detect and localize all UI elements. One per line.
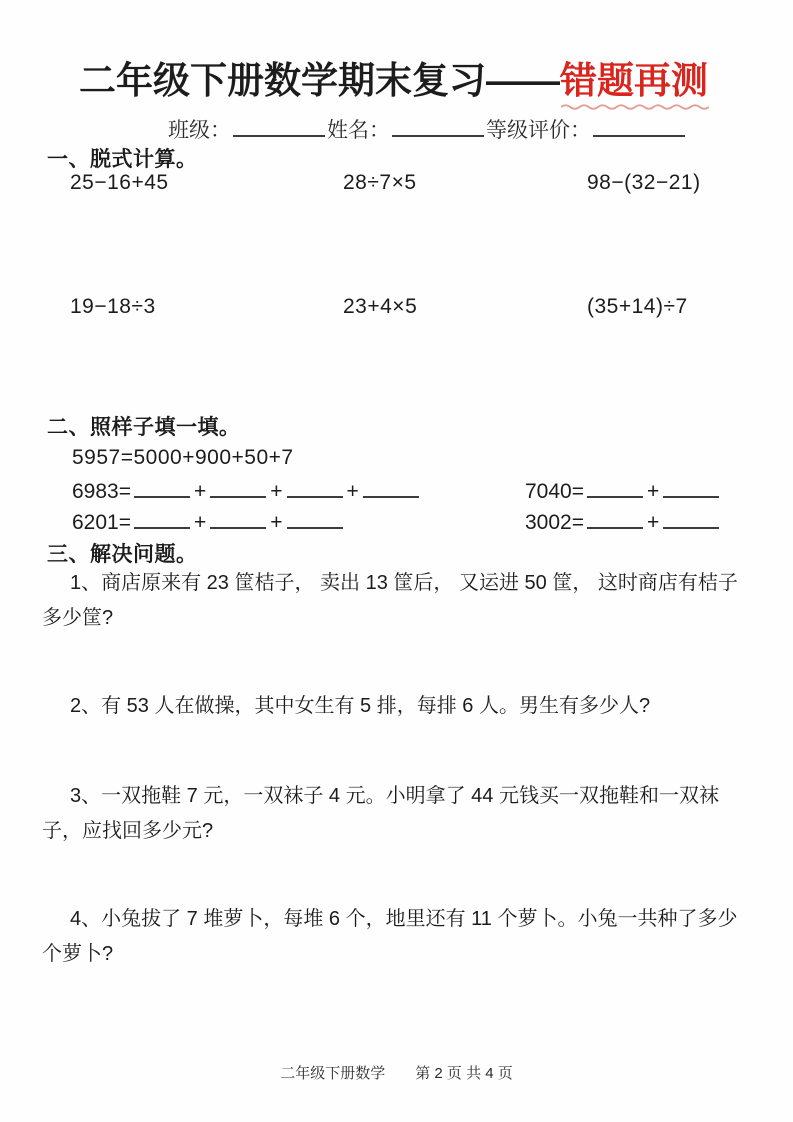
answer-blank[interactable] (134, 477, 190, 498)
problem-2: 2、有 53 人在做操，其中女生有 5 排，每排 6 人。男生有多少人? (70, 695, 651, 717)
fill-row-1 (72, 477, 773, 504)
page-title-highlight: 错题再测 (560, 50, 708, 104)
section2-title: 二、照样子填一填。 (47, 416, 241, 439)
header-fill-line (168, 114, 687, 144)
word-problems (42, 566, 756, 972)
answer-blank[interactable] (210, 477, 266, 498)
answer-blank[interactable] (587, 477, 643, 498)
fill-lhs: 7040= (525, 480, 584, 503)
answer-blank[interactable] (210, 508, 266, 529)
class-blank[interactable] (233, 116, 325, 137)
section1-title: 一、脱式计算。 (47, 148, 198, 171)
wavy-underline-icon (561, 103, 709, 111)
answer-blank[interactable] (287, 508, 343, 529)
answer-blank[interactable] (587, 508, 643, 529)
name-blank[interactable] (392, 116, 484, 137)
fill-lhs: 3002= (525, 511, 584, 534)
answer-blank[interactable] (663, 477, 719, 498)
answer-blank[interactable] (663, 508, 719, 529)
fill-item-7040: 7040= + (525, 477, 773, 504)
page-footer (0, 1062, 793, 1083)
page-title (0, 50, 787, 104)
fill-item-3002: 3002= + (525, 508, 773, 535)
problem-1: 1、商店原来有 23 筐桔子， 卖出 13 筐后， 又运进 50 筐， 这时商店有桔子多少筐? (42, 572, 738, 629)
fill-row-2 (72, 508, 773, 535)
fill-lhs: 6201= (72, 511, 131, 534)
expression: 19−18÷3 (70, 295, 156, 318)
page-title-main: 二年级下册数学期末复习—— (79, 60, 560, 101)
fill-item-6201: 6201= + + (72, 508, 525, 535)
class-label: 班级： (168, 119, 231, 142)
expression: 25−16+45 (70, 171, 169, 194)
expression: 23+4×5 (343, 295, 418, 318)
footer-book-title: 二年级下册数学 (280, 1065, 386, 1082)
grade-blank[interactable] (593, 116, 685, 137)
problem-4: 4、小兔拔了 7 堆萝卜，每堆 6 个，地里还有 11 个萝卜。小兔一共种了多少个萝卜? (42, 908, 738, 965)
expression-row-1 (70, 171, 773, 195)
answer-blank[interactable] (363, 477, 419, 498)
footer-page-number: 第 2 页 共 4 页 (415, 1065, 513, 1082)
decomposition-example: 5957=5000+900+50+7 (72, 446, 294, 469)
expression: 28÷7×5 (343, 171, 417, 194)
answer-blank[interactable] (287, 477, 343, 498)
expression: (35+14)÷7 (587, 295, 688, 318)
expression-row-2 (70, 295, 773, 319)
expression: 98−(32−21) (587, 171, 701, 194)
section3-title: 三、解决问题。 (47, 543, 198, 566)
fill-lhs: 6983= (72, 480, 131, 503)
grade-label: 等级评价： (486, 119, 591, 142)
problem-3: 3、一双拖鞋 7 元，一双袜子 4 元。小明拿了 44 元钱买一双拖鞋和一双袜子，应找回多少元? (42, 785, 719, 842)
fill-item-6983: 6983= + + + (72, 477, 525, 504)
name-label: 姓名： (327, 119, 390, 142)
answer-blank[interactable] (134, 508, 190, 529)
